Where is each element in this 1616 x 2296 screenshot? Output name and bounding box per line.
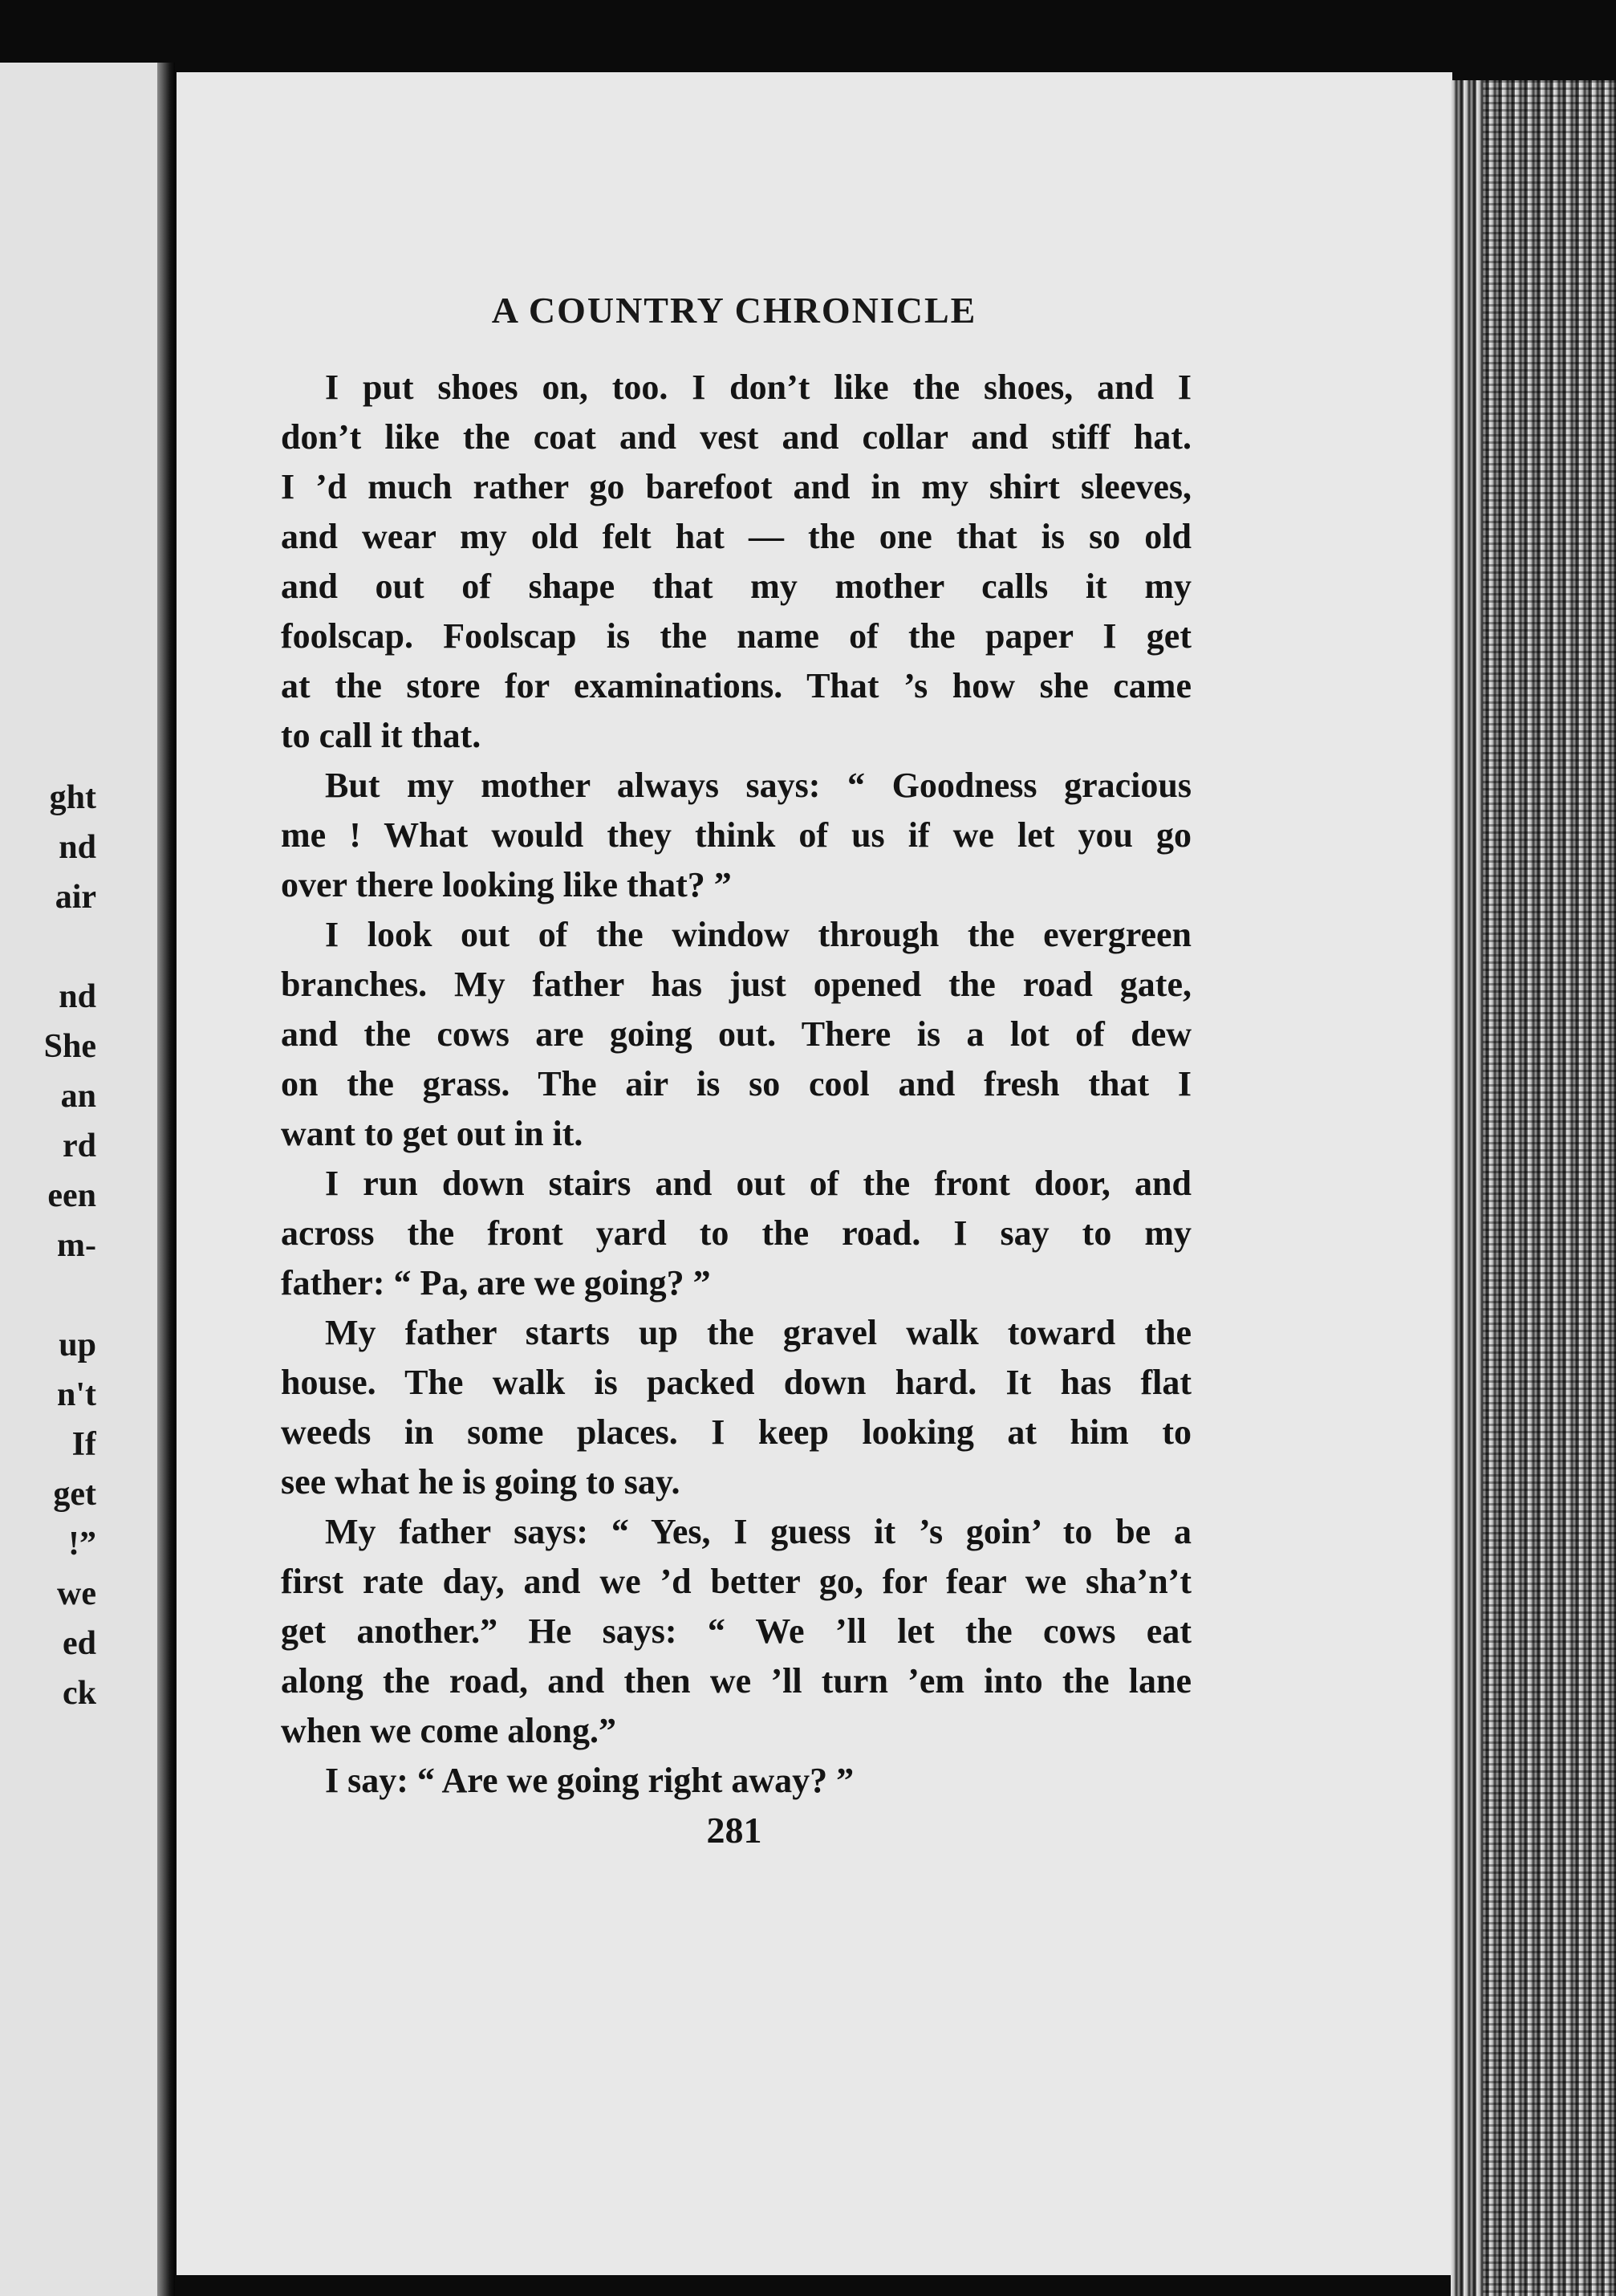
previous-page-fragment: ght bbox=[49, 779, 96, 816]
text-line: and out of shape that my mother calls it my bbox=[281, 567, 1192, 606]
text-line: weeds in some places. I keep looking at him to bbox=[281, 1412, 1192, 1452]
previous-page-fragment: we bbox=[57, 1575, 96, 1612]
text-line: see what he is going to say. bbox=[281, 1462, 680, 1502]
text-line: to call it that. bbox=[281, 716, 481, 755]
text-line: But my mother always says: “ Goodness gracious bbox=[325, 766, 1192, 805]
text-line: over there looking like that? ” bbox=[281, 865, 732, 904]
previous-page-fragment: rd bbox=[63, 1128, 96, 1164]
previous-page-fragment: air bbox=[55, 879, 96, 916]
previous-page-fragment: een bbox=[47, 1177, 96, 1214]
text-line: on the grass. The air is so cool and fresh that I bbox=[281, 1064, 1192, 1103]
text-line: and the cows are going out. There is a lot of dew bbox=[281, 1014, 1192, 1054]
previous-page-fragment: ck bbox=[63, 1675, 96, 1712]
body-text bbox=[281, 363, 1192, 1806]
text-line: father: “ Pa, are we going? ” bbox=[281, 1263, 711, 1302]
text-line: want to get out in it. bbox=[281, 1114, 583, 1153]
text-line: foolscap. Foolscap is the name of the paper I get bbox=[281, 616, 1192, 656]
text-line: I run down stairs and out of the front door, and bbox=[325, 1164, 1192, 1203]
text-line: don’t like the coat and vest and collar and stiff hat. bbox=[281, 417, 1192, 457]
text-line: I look out of the window through the evergreen bbox=[325, 915, 1192, 954]
text-line: when we come along.” bbox=[281, 1711, 616, 1750]
previous-page-fragment: !” bbox=[68, 1526, 96, 1562]
text-line: across the front yard to the road. I say to my bbox=[281, 1213, 1192, 1253]
previous-page-fragment: nd bbox=[59, 978, 96, 1015]
previous-page-fragment: an bbox=[60, 1078, 96, 1115]
text-line: My father says: “ Yes, I guess it ’s goin’ to be a bbox=[325, 1512, 1192, 1551]
text-line: get another.” He says: “ We ’ll let the cows eat bbox=[281, 1611, 1192, 1651]
previous-page-fragment: nd bbox=[59, 829, 96, 866]
previous-page-fragment: If bbox=[71, 1426, 96, 1463]
text-line: and wear my old felt hat — the one that is so old bbox=[281, 517, 1192, 556]
text-line: I say: “ Are we going right away? ” bbox=[325, 1761, 855, 1800]
page-block-edge bbox=[1451, 80, 1616, 2296]
previous-page-fragment: n't bbox=[56, 1376, 96, 1413]
previous-page-text-fragments bbox=[0, 778, 96, 1741]
book-gutter bbox=[157, 63, 175, 2296]
text-line: I ’d much rather go barefoot and in my shirt sleeves, bbox=[281, 467, 1192, 506]
text-line: branches. My father has just opened the road gate, bbox=[281, 965, 1192, 1004]
text-line: at the store for examinations. That ’s how she came bbox=[281, 666, 1192, 705]
previous-page-fragment: She bbox=[43, 1028, 96, 1065]
text-line: My father starts up the gravel walk toward the bbox=[325, 1313, 1192, 1352]
text-line: along the road, and then we ’ll turn ’em into the lane bbox=[281, 1661, 1192, 1701]
text-line: me ! What would they think of us if we let you go bbox=[281, 815, 1192, 855]
text-line: I put shoes on, too. I don’t like the shoes, and I bbox=[325, 368, 1192, 407]
text-line: first rate day, and we ’d better go, for fear we sha’n’t bbox=[281, 1562, 1192, 1601]
previous-page-fragment: ed bbox=[63, 1625, 96, 1662]
previous-page-fragment: get bbox=[53, 1476, 96, 1513]
page-number: 281 bbox=[706, 1810, 762, 1851]
previous-page-fragment: m- bbox=[57, 1227, 96, 1264]
text-line: house. The walk is packed down hard. It has flat bbox=[281, 1363, 1192, 1402]
previous-page-fragment: up bbox=[59, 1327, 96, 1363]
running-head: A COUNTRY CHRONICLE bbox=[491, 290, 977, 331]
